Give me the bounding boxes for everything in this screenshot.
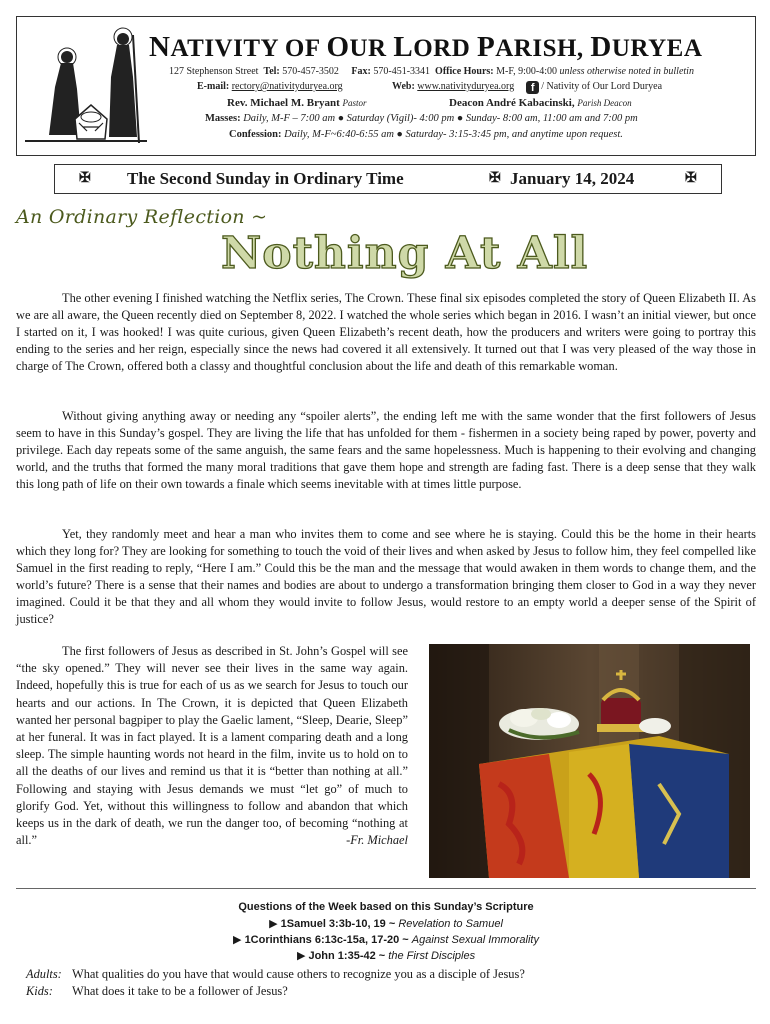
facebook-icon[interactable]: f xyxy=(526,81,539,94)
article-title: Nothing At All xyxy=(221,228,589,279)
parish-name: NATIVITY OF OUR LORD PARISH, DURYEA xyxy=(149,31,703,63)
sunday-date: January 14, 2024 xyxy=(510,169,635,188)
article-kicker: An Ordinary Reflection ~ xyxy=(16,206,268,228)
email-line: E-mail: rectory@nativityduryea.org xyxy=(197,81,343,92)
questions-title: Questions of the Week based on this Sunday’s Scripture xyxy=(238,901,534,913)
scripture-ref: ▶ 1Samuel 3:3b-10, 19 ~ Revelation to Samuel xyxy=(269,918,503,930)
sunday-title: The Second Sunday in Ordinary Time xyxy=(127,169,404,188)
kids-question: Kids: What does it take to be a follower of Jesus? xyxy=(26,984,288,998)
coffin-photo xyxy=(429,644,750,878)
deacon-line: Deacon André Kabacinski, Parish Deacon xyxy=(449,97,632,109)
signature: -Fr. Michael xyxy=(346,833,408,848)
email-link[interactable]: rectory@nativityduryea.org xyxy=(231,81,343,92)
article-paragraph: The first followers of Jesus as described in St. John’s Gospel will see “the sky opened.” They will never see their lives in the same way again. Indeed, hopefully this is true for each of us as we search for Jesus to touch our hearts and our actions. In The Crown, it is depicted that Queen Elizabeth wanted her personal bagpiper to play the Gaelic lament, “Sleep, Dearie, Sleep” at her funeral. It was in fact played. It is a lament comparing death and a long sleep. The simple haunting words not heard in the film, invite us to hold on to all the deaths of our lives and remind us that it is “better than nothing at all.” Following and staying with Jesus demands we must “let go” of much to glorify God. Yet, without this willingness to follow and abandon that which keeps us in the dark of death, we run the danger too, of becoming “nothing at all.” -Fr. Michael xyxy=(16,643,408,849)
cross-icon: ✠ xyxy=(489,171,501,186)
scripture-ref: ▶ John 1:35-42 ~ the First Disciples xyxy=(296,950,476,962)
header xyxy=(16,16,756,156)
arrow-icon: ▶ xyxy=(269,918,278,930)
adults-question: Adults: What qualities do you have that would cause others to recognize you as a disciple of Jesus? xyxy=(26,967,525,981)
article-paragraph: The other evening I finished watching the Netflix series, The Crown. These final six episodes completed the story of Queen Elizabeth II. As we are all aware, the Queen recently died on September 8, 2022. I watched the whole series which began in 2016. I wasn’t an initial viewer, but once I started on it, I was hooked! I was quite curious, given Queen Elizabeth’s recent death, how the producers and writers were going to portray this ending to the series and her reign, especially since the news had covered it all extensively. It turned out that I was very pleased of the way those in charge of The Crown, offered both a classy and thoughtful conclusion about the life and death of this remarkable woman. xyxy=(16,291,756,373)
confession-line: Confession: Daily, M-F~6:40-6:55 am ● Saturday- 3:15-3:45 pm, and anytime upon request. xyxy=(229,129,623,140)
article-paragraph: Without giving anything away or needing any “spoiler alerts”, the ending left me with the same wonder that the first followers of Jesus seem to have in this Sunday’s gospel. They are living the life that has unfolded for them - fishermen in a society being raped by power, poverty and privilege. Each day repeats some of the same anguish, the same fears and the same hopelessness. Much is happening to their evolving and changing world, and the truths that formed the many moral traditions that gave them hope and strength are fading fast. There is a deep sense that they walk this long path of life on their own towards a finale which seems inevitable with at times little purpose. xyxy=(16,409,756,491)
contact-line: 127 Stephenson Street Tel: 570-457-3502 Fax: 570-451-3341 Office Hours: M-F, 9:00-4:00 unless otherwise noted in bulletin xyxy=(169,66,694,77)
cross-icon: ✠ xyxy=(79,171,91,186)
article-paragraph: Yet, they randomly meet and hear a man who invites them to come and see where he is staying. Could this be the home in their hearts which they long for? They are looking for something to touch the void of their lives and when asked by Jesus to follow him, they feel compelled like Samuel in the first reading to reply, “Here I am.” Could this be the man and the message that would awaken in them words to change them, and the world’s future? There is a sense that their names and bodies are about to undergo a transformation bringing them closer to God in a way they never imagined. Could it be that they and all whom they would invite to follow Jesus, would restore to an empty world a deeper sense of the Spirit of justice? xyxy=(16,527,756,626)
nativity-logo xyxy=(25,27,147,149)
cross-icon: ✠ xyxy=(685,171,697,186)
arrow-icon: ▶ xyxy=(233,934,242,946)
web-link[interactable]: www.nativityduryea.org xyxy=(417,81,515,92)
masses-line: Masses: Daily, M-F – 7:00 am ● Saturday (Vigil)- 4:00 pm ● Sunday- 8:00 am, 11:00 am and 7:00 pm xyxy=(205,113,638,124)
scripture-ref: ▶ 1Corinthians 6:13c-15a, 17-20 ~ Against Sexual Immorality xyxy=(233,934,539,946)
questions-of-the-week xyxy=(16,888,756,1010)
bulletin-page xyxy=(16,16,756,1010)
date-banner xyxy=(54,164,722,194)
web-line: Web: www.nativityduryea.org f / Nativity of Our Lord Duryea xyxy=(392,81,663,94)
arrow-icon: ▶ xyxy=(296,950,306,962)
pastor-line: Rev. Michael M. Bryant Pastor xyxy=(227,97,367,109)
